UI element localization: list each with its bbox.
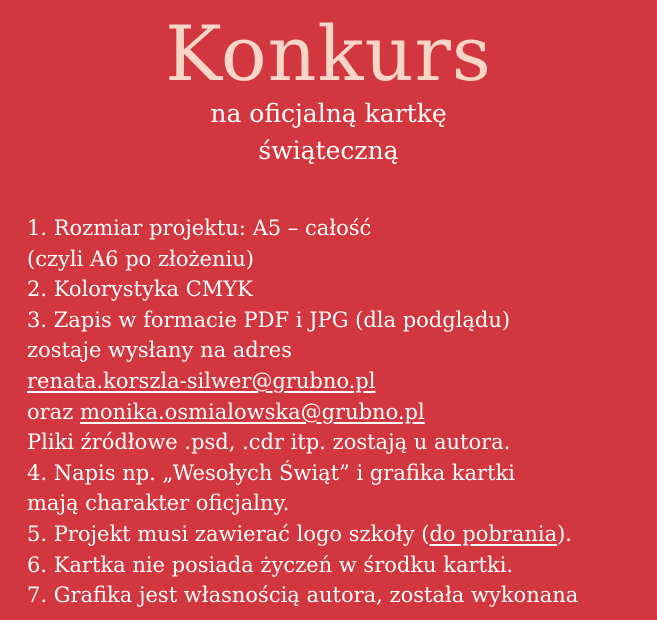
rule-4-line-1: 4. Napis np. „Wesołych Świąt” i grafika kartki [27,460,515,485]
page-title: Konkurs [165,9,492,98]
rule-6: 6. Kartka nie posiada życzeń w środku kartki. [27,552,514,577]
oraz-text: oraz [27,399,80,424]
rule-3-line-1: 3. Zapis w formacie PDF i JPG (dla podglądu) [27,307,511,332]
rule-2: 2. Kolorystyka CMYK [27,277,253,302]
rule-5-suffix: ). [557,521,572,546]
rule-5 [27,519,657,550]
rule-7-line-1: 7. Grafika jest własnością autora, została wykonana [27,583,579,608]
email-line-1 [27,366,657,397]
rule-4-line-2: mają charakter oficjalny. [27,491,290,516]
rule-1-line-2: (czyli A6 po złożeniu) [27,246,254,271]
rule-3-line-2: zostaje wysłany na adres [27,338,292,363]
email-link-monika[interactable]: monika.osmialowska@grubno.pl [79,399,425,424]
rule-3-line-3: Pliki źródłowe .psd, .cdr itp. zostają u autora. [27,430,511,455]
subtitle-line-2: świąteczną [258,136,399,165]
email-link-renata[interactable]: renata.korszla-silwer@grubno.pl [27,368,376,393]
rule-5-prefix: 5. Projekt musi zawierać logo szkoły ( [27,521,430,546]
email-line-2 [27,397,657,428]
subtitle-line-1: na oficjalną kartkę [210,99,447,128]
rules-list [27,213,657,611]
logo-download-link[interactable]: do pobrania [429,521,558,546]
rule-1-line-1: 1. Rozmiar projektu: A5 – całość [27,216,372,240]
